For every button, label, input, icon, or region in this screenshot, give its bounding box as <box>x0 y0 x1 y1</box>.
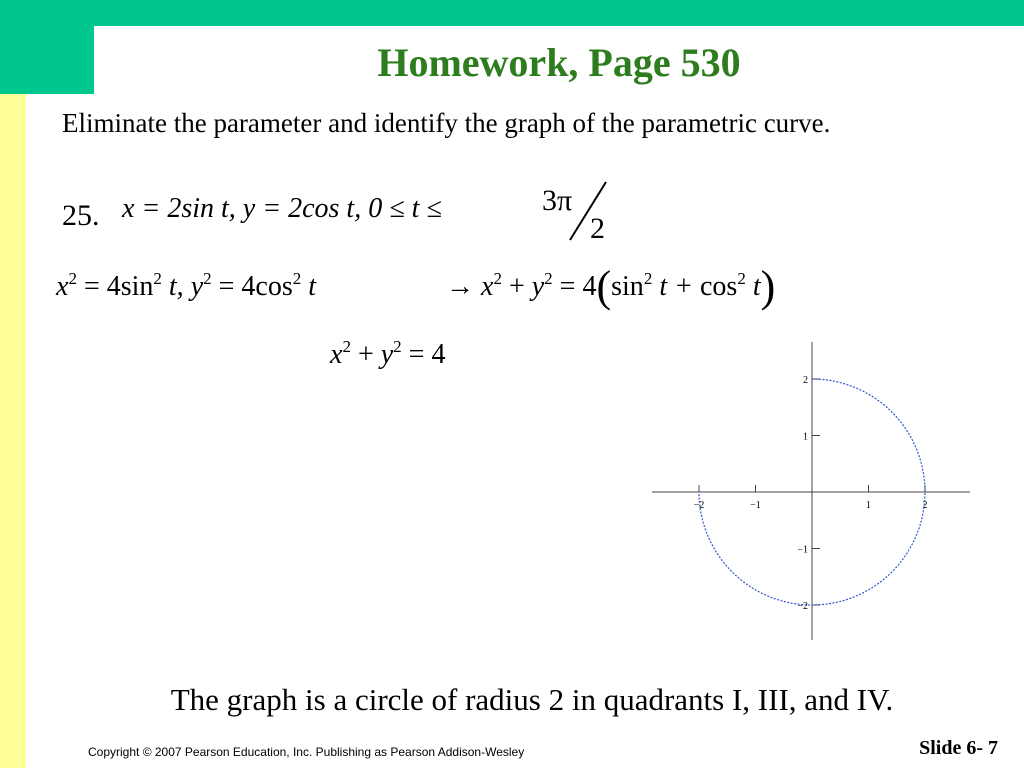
x-tick-label: −2 <box>693 500 705 511</box>
given-range: 0 ≤ t ≤ <box>368 193 442 224</box>
circle-graph <box>648 340 978 650</box>
result-equation <box>330 338 445 372</box>
sum-equation <box>446 262 776 311</box>
left-accent-strip <box>0 94 26 768</box>
sum-t2: t <box>752 271 761 302</box>
result-plus: + <box>357 339 374 370</box>
problem-number: 25. <box>62 199 100 232</box>
sum-sin: sin <box>611 271 644 302</box>
sq-x-rhs: = 4sin <box>83 271 154 302</box>
implies-arrow: → <box>446 271 474 302</box>
left-paren: ( <box>596 262 612 311</box>
right-paren: ) <box>760 262 776 311</box>
sum-sin-exp: 2 <box>643 269 653 288</box>
axis-ticks <box>694 375 928 612</box>
result-y: y <box>380 339 394 370</box>
fraction-denominator: 2 <box>590 212 605 245</box>
sum-y-exp: 2 <box>544 269 553 288</box>
top-accent-bar <box>0 0 1024 26</box>
sum-x: x <box>481 271 494 302</box>
result-x: x <box>330 339 343 370</box>
corner-accent-block <box>0 0 94 94</box>
given-x-part: x = 2sin t, <box>122 193 236 224</box>
range-fraction <box>538 176 618 246</box>
sum-cos: cos <box>700 271 738 302</box>
slide-number: Slide 6- 7 <box>919 737 998 759</box>
sum-t1: t + <box>659 271 693 302</box>
sq-x-var: t, <box>168 271 184 302</box>
sq-x-exp2: 2 <box>153 269 162 288</box>
result-x-exp: 2 <box>342 337 351 356</box>
sq-x-lhs: x <box>56 271 69 302</box>
slide-title: Homework, Page 530 <box>377 40 741 85</box>
instruction-text: Eliminate the parameter and identify the graph of the parametric curve. <box>62 108 831 138</box>
squared-equations <box>56 270 316 304</box>
sum-y: y <box>531 271 545 302</box>
sum-eq: = 4 <box>559 271 597 302</box>
sum-plus: + <box>508 271 525 302</box>
sum-cos-exp: 2 <box>737 269 746 288</box>
y-tick-label: −2 <box>797 601 808 612</box>
x-tick-label: −1 <box>750 500 761 511</box>
sq-y-var: t <box>308 271 317 302</box>
sq-y-exp2: 2 <box>292 269 302 288</box>
y-tick-label: −1 <box>797 544 808 556</box>
x-tick-label: 2 <box>922 500 928 511</box>
sq-x-exp: 2 <box>68 269 77 288</box>
fraction-numerator: 3π <box>542 184 573 217</box>
result-y-exp: 2 <box>393 337 402 356</box>
copyright-text: Copyright © 2007 Pearson Education, Inc. Publishing as Pearson Addison-Wesley <box>88 745 525 759</box>
y-tick-label: 2 <box>803 375 808 386</box>
given-y-part: y = 2cos t, <box>242 193 362 224</box>
result-eq: = 4 <box>408 339 446 370</box>
conclusion-text: The graph is a circle of radius 2 in quadrants I, III, and IV. <box>170 682 894 717</box>
sq-y-lhs: y <box>190 271 204 302</box>
sum-x-exp: 2 <box>493 269 502 288</box>
y-tick-label: 1 <box>803 431 808 443</box>
given-equation <box>122 192 442 226</box>
x-tick-label: 1 <box>866 500 871 511</box>
sq-y-exp: 2 <box>203 269 212 288</box>
sq-y-rhs: = 4cos <box>218 271 293 302</box>
